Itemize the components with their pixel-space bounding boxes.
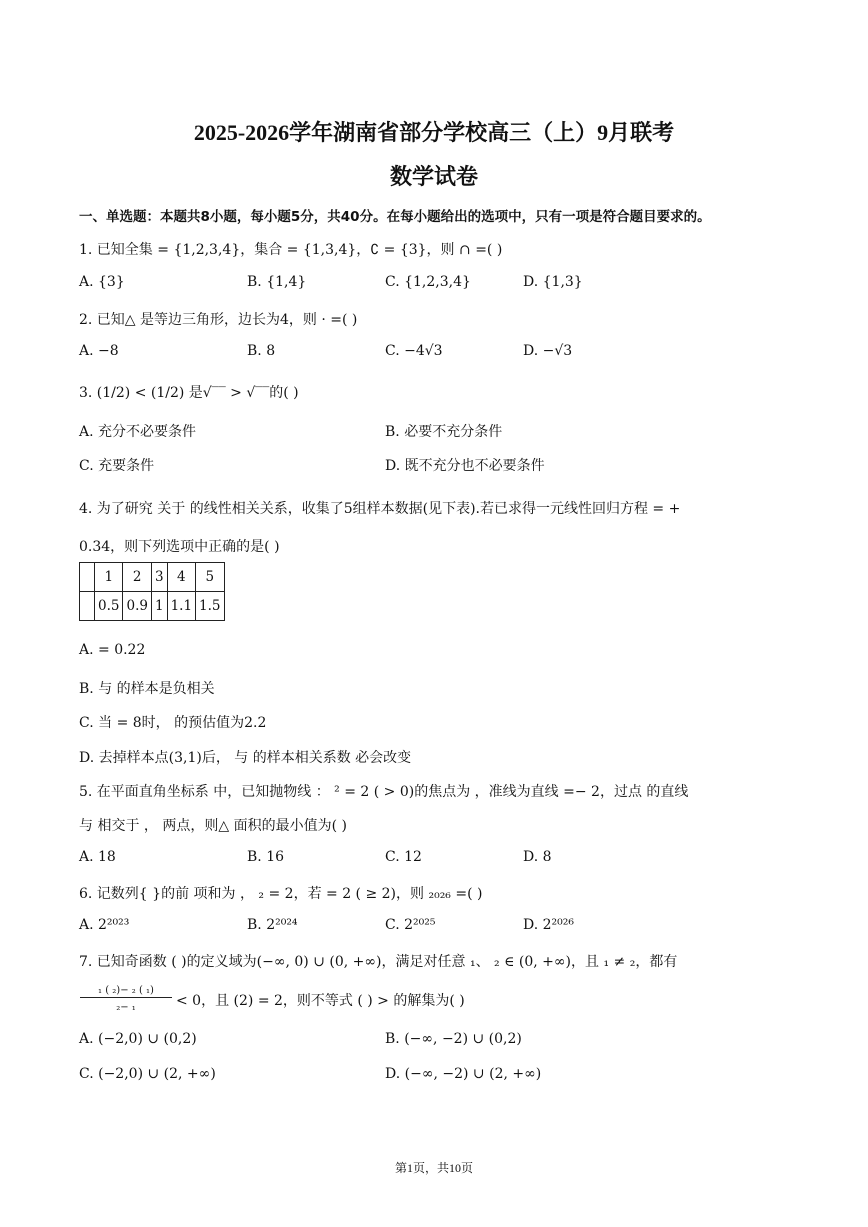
question-6-stem: 6. 记数列{ }的前 项和为 ， ₂ = 2，若 = 2 ( ≥ 2)，则 ₂₀₂₆ =( ) [79, 886, 483, 902]
question-7-fraction-denominator: ₂− ₁ [116, 1002, 136, 1013]
table-cell [80, 563, 95, 592]
question-4-stem-line-2: 0.34，则下列选项中正确的是( ) [79, 539, 280, 555]
section-heading: 一、单选题：本题共8小题，每小题5分，共40分。在每小题给出的选项中，只有一项是符合题目要求的。 [79, 209, 711, 225]
question-5-stem-line-1: 5. 在平面直角坐标系 中，已知抛物线 ： ² = 2 ( > 0)的焦点为 ，准线为直线 =− 2，过点 的直线 [79, 784, 689, 800]
table-cell [80, 592, 95, 621]
table-cell: 1.1 [167, 592, 195, 621]
question-6-option-b: B. 2²⁰²⁴ [247, 917, 298, 933]
question-1-option-a: A. {3} [79, 274, 125, 290]
question-5-option-c: C. 12 [385, 849, 422, 865]
question-7-stem-line-2: < 0，且 (2) = 2，则不等式 ( ) > 的解集为( ) [176, 993, 465, 1009]
paper-subtitle: 数学试卷 [389, 164, 478, 189]
question-2-option-d: D. −√3 [523, 343, 573, 359]
question-5-option-b: B. 16 [247, 849, 285, 865]
question-7-option-c: C. (−2,0) ∪ (2, +∞) [79, 1066, 216, 1082]
question-4-stem-line-1: 4. 为了研究 关于 的线性相关关系，收集了5组样本数据(见下表).若已求得一元线性回归方程 = + [79, 501, 681, 517]
question-6-option-d: D. 2²⁰²⁶ [523, 917, 574, 933]
question-3-option-b: B. 必要不充分条件 [385, 424, 503, 440]
table-cell: 0.5 [95, 592, 123, 621]
question-6-option-c: C. 2²⁰²⁵ [385, 917, 436, 933]
question-5-option-d: D. 8 [523, 849, 552, 865]
table-row [80, 563, 225, 592]
question-3-option-a: A. 充分不必要条件 [79, 424, 197, 440]
table-cell: 1 [95, 563, 123, 592]
question-5-stem-line-2: 与 相交于 ， 两点，则△ 面积的最小值为( ) [79, 818, 347, 834]
question-2-option-c: C. −4√3 [385, 343, 443, 359]
question-7-option-b: B. (−∞, −2) ∪ (0,2) [385, 1031, 522, 1047]
table-cell: 3 [151, 563, 167, 592]
table-cell: 1 [151, 592, 167, 621]
question-3-stem: 3. (1/2) < (1/2) 是√‾‾ > √‾‾的( ) [79, 385, 299, 401]
table-cell: 4 [167, 563, 195, 592]
table-cell: 2 [123, 563, 151, 592]
question-2-option-b: B. 8 [247, 343, 276, 359]
table-cell: 1.5 [196, 592, 224, 621]
question-3-option-c: C. 充要条件 [79, 458, 155, 474]
question-4-option-c: C. 当 = 8时， 的预估值为2.2 [79, 715, 267, 731]
question-7-option-d: D. (−∞, −2) ∪ (2, +∞) [385, 1066, 542, 1082]
question-5-option-a: A. 18 [79, 849, 116, 865]
question-4-option-a: A. = 0.22 [79, 642, 146, 658]
table-row [80, 592, 225, 621]
table-cell: 5 [196, 563, 224, 592]
question-1-stem: 1. 已知全集 = {1,2,3,4}，集合 = {1,3,4}，∁ = {3}，则 ∩ =( ) [79, 242, 503, 258]
question-3-option-d: D. 既不充分也不必要条件 [385, 458, 545, 474]
question-6-option-a: A. 2²⁰²³ [79, 917, 130, 933]
sample-data-table [79, 562, 225, 621]
question-1-option-c: C. {1,2,3,4} [385, 274, 471, 290]
question-2-stem: 2. 已知△ 是等边三角形，边长为4，则 · =( ) [79, 312, 358, 328]
question-7-fraction-numerator: ₁ ( ₂)− ₂ ( ₁) [80, 985, 172, 998]
question-7-option-a: A. (−2,0) ∪ (0,2) [79, 1031, 197, 1047]
question-1-option-b: B. {1,4} [247, 274, 307, 290]
table-cell: 0.9 [123, 592, 151, 621]
paper-title: 2025-2026学年湖南省部分学校高三（上）9月联考 [193, 120, 675, 145]
question-7-stem-line-1: 7. 已知奇函数 ( )的定义域为(−∞, 0) ∪ (0, +∞)，满足对任意 ₁、 ₂ ∈ (0, +∞)，且 ₁ ≠ ₂，都有 [79, 954, 678, 970]
question-4-option-b: B. 与 的样本是负相关 [79, 681, 215, 697]
page-number: 第1页，共10页 [394, 1161, 473, 1175]
question-1-option-d: D. {1,3} [523, 274, 583, 290]
question-2-option-a: A. −8 [79, 343, 119, 359]
question-4-option-d: D. 去掉样本点(3,1)后， 与 的样本相关系数 必会改变 [79, 750, 412, 766]
